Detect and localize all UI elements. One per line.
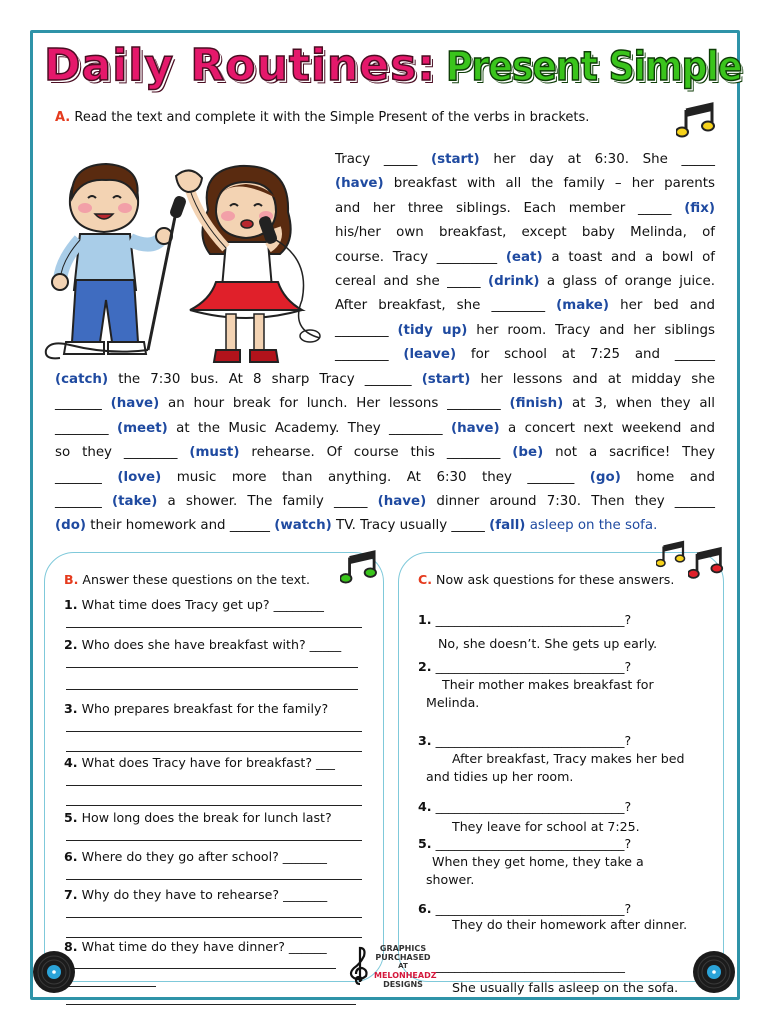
verb-prompt: (take) <box>112 494 158 510</box>
answer-line[interactable] <box>66 986 156 987</box>
question-blank[interactable]: 6. ______________________________? <box>418 901 632 916</box>
verb-prompt: (drink) <box>488 274 540 290</box>
reading-text-full-width <box>55 368 715 539</box>
reading-line <box>55 417 715 441</box>
reading-segment: her day at 6:30. She _____ <box>479 152 715 167</box>
reading-line <box>335 343 715 367</box>
reading-segment: _______ <box>55 396 111 412</box>
verb-prompt: (have) <box>450 420 500 436</box>
answer-line[interactable] <box>66 785 362 786</box>
section-b-instruction <box>64 572 310 587</box>
answer-text: They leave for school at 7:25. <box>452 819 640 834</box>
section-b-instruction-text: Answer these questions on the text. <box>82 572 310 587</box>
reading-segment: breakfast with all the family – her parents <box>383 176 715 192</box>
answer-line[interactable] <box>66 627 362 628</box>
question-blank[interactable]: 5. ______________________________? <box>418 836 632 851</box>
verb-prompt: (start) <box>431 152 480 167</box>
section-b-letter: B. <box>64 572 79 587</box>
question-blank[interactable]: ______________________________ <box>436 958 625 973</box>
verb-prompt: (do) <box>55 518 87 534</box>
verb-prompt: (catch) <box>55 372 109 387</box>
reading-segment: her bed and <box>609 298 715 314</box>
reading-line <box>55 392 715 416</box>
reading-line <box>55 441 715 465</box>
kids-singing-illustration <box>40 150 330 380</box>
music-note-icon <box>688 546 724 580</box>
reading-segment: After breakfast, she ________ <box>335 298 557 314</box>
title-daily-routines: Daily Routines: <box>44 40 436 91</box>
reading-segment: rehearse. Of course this ________ <box>239 445 513 461</box>
reading-segment: her room. Tracy and her siblings <box>467 322 715 338</box>
reading-segment: a concert next weekend and <box>499 420 715 436</box>
reading-segment: cereal and she _____ <box>335 274 489 290</box>
reading-segment: her lessons and at midday she <box>470 372 715 387</box>
verb-prompt: (go) <box>589 469 621 485</box>
reading-segment: so they ________ <box>55 445 190 461</box>
answer-line[interactable] <box>66 937 362 938</box>
section-c-letter: C. <box>418 572 433 587</box>
treble-clef-icon <box>346 944 372 986</box>
question-item: 8. What time do they have dinner? ______ <box>64 939 327 954</box>
reading-segment: ________ <box>335 347 404 363</box>
answer-text: She usually falls asleep on the sofa. <box>452 980 679 995</box>
verb-prompt: (leave) <box>403 347 457 363</box>
answer-line[interactable] <box>66 689 358 690</box>
music-note-icon <box>340 550 378 584</box>
answer-line[interactable] <box>66 1004 356 1005</box>
vinyl-record-icon <box>32 950 76 994</box>
reading-line <box>335 270 715 294</box>
title-present-simple: Present Simple <box>445 44 742 90</box>
verb-prompt: (eat) <box>505 249 543 265</box>
verb-prompt: (meet) <box>116 420 168 436</box>
question-item: 3. Who prepares breakfast for the family? <box>64 701 329 716</box>
question-item: 5. How long does the break for lunch last? <box>64 810 332 825</box>
question-blank[interactable]: 4. ______________________________? <box>418 799 632 814</box>
verb-prompt: (fall) <box>489 518 526 534</box>
graphics-credit: GRAPHICS PURCHASED AT MELONHEADZ DESIGNS <box>374 944 437 989</box>
music-note-icon <box>676 102 716 138</box>
reading-segment: for school at 7:25 and ______ <box>456 347 715 363</box>
section-c-instruction-text: Now ask questions for these answers. <box>436 572 675 587</box>
answer-line[interactable] <box>66 731 362 732</box>
question-item: 7. Why do they have to rehearse? _______ <box>64 887 328 902</box>
section-a-instruction <box>55 110 589 125</box>
reading-segment: music more than anything. At 6:30 they _______ <box>161 469 590 485</box>
reading-segment: not a sacrifice! They <box>543 445 715 461</box>
reading-line <box>55 490 715 514</box>
section-a-letter: A. <box>55 110 71 125</box>
answer-text: When they get home, they take a <box>432 854 644 869</box>
reading-segment: and her three siblings. Each member _____ <box>335 200 685 216</box>
question-item: 4. What does Tracy have for breakfast? ___ <box>64 755 335 770</box>
answer-text: Their mother makes breakfast for <box>442 677 654 692</box>
question-item: 1. What time does Tracy get up? ________ <box>64 597 324 612</box>
verb-prompt: (make) <box>556 298 610 314</box>
reading-segment: Tracy _____ <box>335 152 432 167</box>
answer-line[interactable] <box>66 879 362 880</box>
question-blank[interactable]: 1. ______________________________? <box>418 612 632 627</box>
reading-segment: _______ <box>55 494 113 510</box>
reading-line <box>335 148 715 172</box>
reading-text-right-column <box>335 148 715 368</box>
answer-line[interactable] <box>66 840 362 841</box>
reading-line <box>55 466 715 490</box>
page-title <box>44 40 742 102</box>
reading-segment: asleep on the sofa. <box>525 518 658 534</box>
answer-line[interactable] <box>66 917 362 918</box>
reading-segment: his/her own breakfast, except baby Melinda, of <box>335 225 715 241</box>
reading-segment: _______ <box>55 469 118 485</box>
verb-prompt: (have) <box>377 494 427 510</box>
answer-line[interactable] <box>66 968 336 969</box>
music-note-icon <box>656 540 686 568</box>
reading-segment: a toast and a bowl of <box>542 249 715 265</box>
answer-text: After breakfast, Tracy makes her bed <box>452 751 685 766</box>
reading-line <box>335 294 715 318</box>
reading-segment: TV. Tracy usually _____ <box>331 518 490 534</box>
reading-segment: ________ <box>335 322 398 338</box>
reading-line <box>55 514 715 538</box>
verb-prompt: (start) <box>421 372 471 387</box>
answer-line[interactable] <box>66 805 362 806</box>
answer-text: and tidies up her room. <box>426 769 574 784</box>
section-c-instruction <box>418 572 674 587</box>
answer-line[interactable] <box>66 667 358 668</box>
reading-line <box>335 197 715 221</box>
answer-text: shower. <box>426 872 475 887</box>
verb-prompt: (finish) <box>509 396 564 412</box>
verb-prompt: (must) <box>189 445 240 461</box>
section-a-instruction-text: Read the text and complete it with the Simple Present of the verbs in brackets. <box>74 110 590 125</box>
reading-segment: a glass of orange juice. <box>539 274 716 290</box>
question-item: 6. Where do they go after school? _______ <box>64 849 327 864</box>
reading-segment: course. Tracy _________ <box>335 249 506 265</box>
reading-segment: at the Music Academy. They ________ <box>167 420 451 436</box>
verb-prompt: (love) <box>117 469 162 485</box>
answer-text: They do their homework after dinner. <box>452 917 688 932</box>
verb-prompt: (fix) <box>684 200 715 216</box>
reading-segment: home and <box>620 469 715 485</box>
verb-prompt: (watch) <box>274 518 332 534</box>
question-item: 2. Who does she have breakfast with? _____ <box>64 637 342 652</box>
question-blank[interactable]: 2. ______________________________? <box>418 659 632 674</box>
reading-line <box>335 319 715 343</box>
verb-prompt: (have) <box>110 396 160 412</box>
question-blank[interactable]: 3. ______________________________? <box>418 733 632 748</box>
boy-figure <box>46 164 188 358</box>
answer-line[interactable] <box>66 751 362 752</box>
reading-segment: the 7:30 bus. At 8 sharp Tracy _______ <box>108 372 422 387</box>
reading-line <box>55 368 715 392</box>
reading-segment: a shower. The family _____ <box>157 494 378 510</box>
girl-figure <box>176 166 320 362</box>
reading-segment: at 3, when they all <box>563 396 715 412</box>
vinyl-record-icon <box>692 950 736 994</box>
verb-prompt: (be) <box>512 445 544 461</box>
reading-line <box>335 246 715 270</box>
answer-text: Melinda. <box>426 695 480 710</box>
reading-segment: ________ <box>55 420 117 436</box>
reading-line <box>335 221 715 245</box>
reading-segment: their homework and ______ <box>86 518 275 534</box>
verb-prompt: (have) <box>335 176 384 192</box>
verb-prompt: (tidy up) <box>397 322 468 338</box>
reading-segment: an hour break for lunch. Her lessons ________ <box>159 396 510 412</box>
answer-text: No, she doesn’t. She gets up early. <box>438 636 658 651</box>
reading-segment: dinner around 7:30. Then they ______ <box>426 494 715 510</box>
reading-line <box>335 172 715 196</box>
